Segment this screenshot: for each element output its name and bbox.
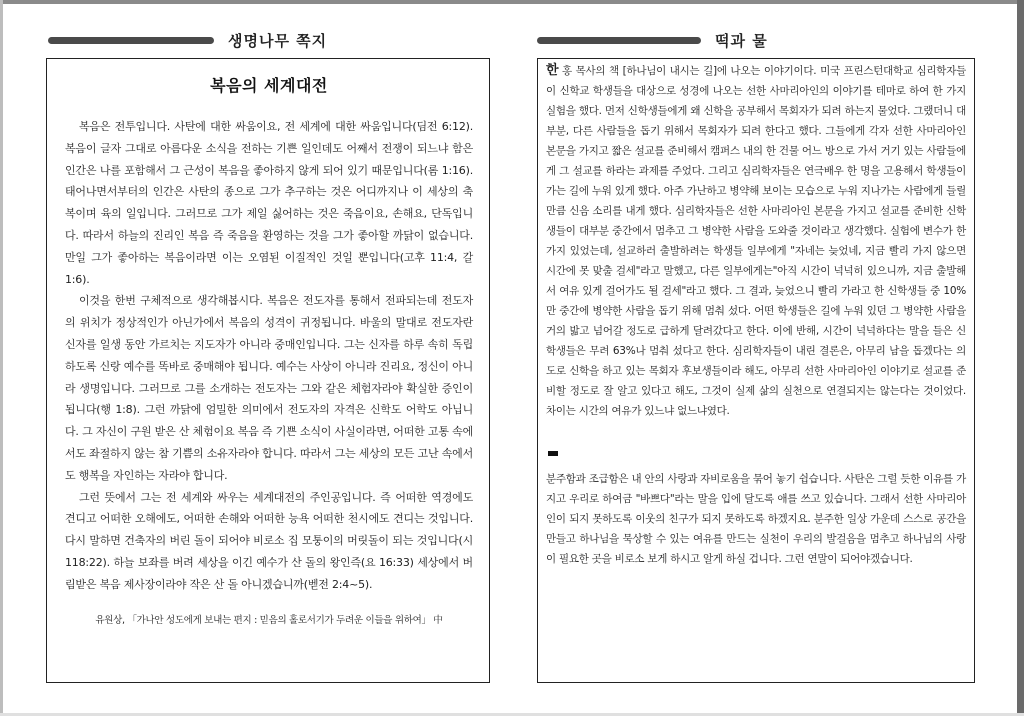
article-paragraph: 이것을 한번 구체적으로 생각해봅시다. 복음은 전도자를 통해서 전파되는데 전도자의 위치가 정상적인가 아닌가에서 복음의 성격이 귀정됩니다. 바울의 말대로 전도자란 신자를 일생 동안 가르치는 지도자가 아니라 중매인입니다. 그는 신자를 하루 속히 독립하도록 신랑 예수를 똑바로 중매해야 됩니다. 예수는 사상이 아니라 진리요, 정신이 아니라 생명입니다. 그러므로 그를 소개하는 전도자는 그와 같은 체험자라야 확실한 증인이 됩니다(행 1:8). 그런 까닭에 엄밀한 의미에서 전도자의 자격은 신학도 어학도 아닙니다. 그 자신이 구원 받은 산 체험이요 복음 즉 기쁜 소식이 사실이라면, 어떠한 고통 속에서도 좌절하지 않는 참 기쁨의 소유자라야 합니다. 따라서 그는 세상의 모든 고난 속에서도 행복을 자인하는 자라야 합니다.	[65, 294, 473, 482]
right-section-title: 떡과 물	[715, 31, 768, 50]
section-marker	[548, 451, 558, 456]
right-section-header	[537, 28, 768, 52]
article-paragraph: 복음은 전투입니다. 사탄에 대한 싸움이요, 전 세계에 대한 싸움입니다(딤전 6:12). 복음이 글자 그대로 아름다운 소식을 전하는 기쁜 일인데도 어째서 전쟁이 되느냐 함은 인간은 나를 포함해서 그 근성이 복음을 좋아하지 않게 되어 있기 때문입니다(롬 1:16). 태어나면서부터의 인간은 사탄의 종으로 그가 추구하는 것은 어디까지나 이 세상의 축복이며 육의 일입니다. 그러므로 그가 제일 싫어하는 것은 죽음이요, 손해요, 단독입니다. 따라서 하늘의 진리인 복음 즉 죽음을 환영하는 것을 그가 좋아할 까닭이 없습니다. 만일 그가 좋아하는 복음이라면 이는 오염된 이질적인 것일 뿐입니다(고후 11:4, 갈 1:6).	[65, 120, 473, 286]
window-frame-right	[1017, 0, 1024, 716]
header-bar	[537, 37, 701, 44]
window-frame-top	[0, 0, 1024, 4]
story-paragraph-text: 홍 목사의 책 [하나님이 내시는 길]에 나오는 이야기이다. 미국 프린스턴대학교 심리학자들이 신학교 학생들을 대상으로 성경에 나오는 선한 사마리아인의 이야기를 테마로 하여 한 가지 실험을 했다. 먼저 신학생들에게 왜 신학을 공부해서 목회자가 되려 하는지 물었다. 그랬더니 대부분, 다른 사람들을 돕기 위해서 목회자가 되려 한다고 했다. 그들에게 각자 선한 사마리아인 본문을 가지고 짧은 설교를 준비해서 캠퍼스 내의 한 건물 어느 방으로 가서 거기 있는 사람들에게 그 설교를 하라는 과제를 주었다. 그리고 심리학자들은 연극배우 한 명을 고용해서 학생들이 가는 길에 누워 있게 했다. 아주 가난하고 병약해 보이는 모습으로 누워 지나가는 사람에게 들릴 만큼 신음 소리를 내게 했다. 심리학자들은 선한 사마리아인 본문을 가지고 설교를 준비한 신학생들이 대부분 중간에서 멈추고 그 병약한 사람을 도와줄 것이라고 생각했다. 실험에 변수가 한 가지 있었는데, 설교하러 출발하려는 학생들 일부에게 "자네는 늦었네, 지금 빨리 가지 않으면 시간에 못 맞출 걸세"라고 말했고, 다른 일부에게는"아직 시간이 넉넉히 있으니까, 지금 출발해서 여유 있게 걸어가도 될 걸세"라고 했다. 그 결과, 늦었으니 빨리 가라고 한 신학생들 중 10%만 중간에 병약한 사람을 돕기 위해 멈춰 섰다. 어떤 학생들은 길에 누워 있던 그 병약한 사람을 거의 밟고 넘어갈 정도로 급하게 달려갔다고 한다. 이에 반해, 시간이 넉넉하다는 말을 들은 신학생들은 무려 63%나 멈춰 섰다고 한다. 심리학자들이 내린 결론은, 아무리 남을 돕겠다는 의도로 신학을 하고 있는 목회자 후보생들이라 해도, 아무리 선한 사마리아인 이야기로 설교를 준비할 정도로 잘 알고 있다고 해도, 그것이 실제 삶의 실천으로 연결되지는 않는다는 것이었다. 차이는 시간의 여유가 있느냐 없느냐였다.	[546, 65, 966, 417]
window-frame-left	[0, 0, 3, 716]
article-paragraph: 그런 뜻에서 그는 전 세계와 싸우는 세계대전의 주인공입니다. 즉 어떠한 역경에도 견디고 어떠한 오해에도, 어떠한 손해와 어떠한 능욕 어떠한 천시에도 견디는 것입니다. 다시 말하면 건축자의 버린 돌이 되어야 비로소 집 모퉁이의 머릿돌이 되는 것입니다(시 118:22). 하늘 보좌를 버려 세상을 이긴 예수가 산 돌의 왕인즉(요 16:33) 세상에서 버림받은 복음 제사장이라야 작은 산 돌 아니겠습니까(벧전 2:4~5).	[65, 490, 473, 591]
article-source: 유원상, 「가나안 성도에게 보내는 편지 : 믿음의 홀로서기가 두려운 이들을 위하여」 中	[95, 614, 443, 626]
right-article-box	[537, 58, 975, 683]
header-bar	[48, 37, 214, 44]
left-section-header	[48, 28, 327, 52]
reflection-paragraph: 분주함과 조급함은 내 안의 사랑과 자비로움을 묶어 놓기 쉽습니다. 사탄은 그럴 듯한 이유를 가지고 우리로 하여금 "바쁘다"라는 말을 입에 달도록 애를 쓰고 있습니다. 그래서 선한 사마리아인이 되지 못하도록 이웃의 친구가 되지 못하도록 하겠지요. 분주한 일상 가운데 스스로 공간을 만들고 하나님을 묵상할 수 있는 여유를 만드는 실천이 우리의 발걸음을 멈추고 하나님의 사랑이 필요한 곳을 비로소 보게 하시고 알게 하실 겁니다. 그런 연말이 되어야겠습니다.	[546, 473, 966, 565]
article-body	[65, 116, 473, 596]
left-article-box	[46, 58, 490, 683]
story-body	[546, 61, 966, 569]
lead-character: 한	[546, 63, 559, 78]
article-title: 복음의 세계대전	[210, 76, 328, 95]
story-paragraph	[546, 61, 966, 421]
left-section-title: 생명나무 쪽지	[228, 31, 328, 50]
